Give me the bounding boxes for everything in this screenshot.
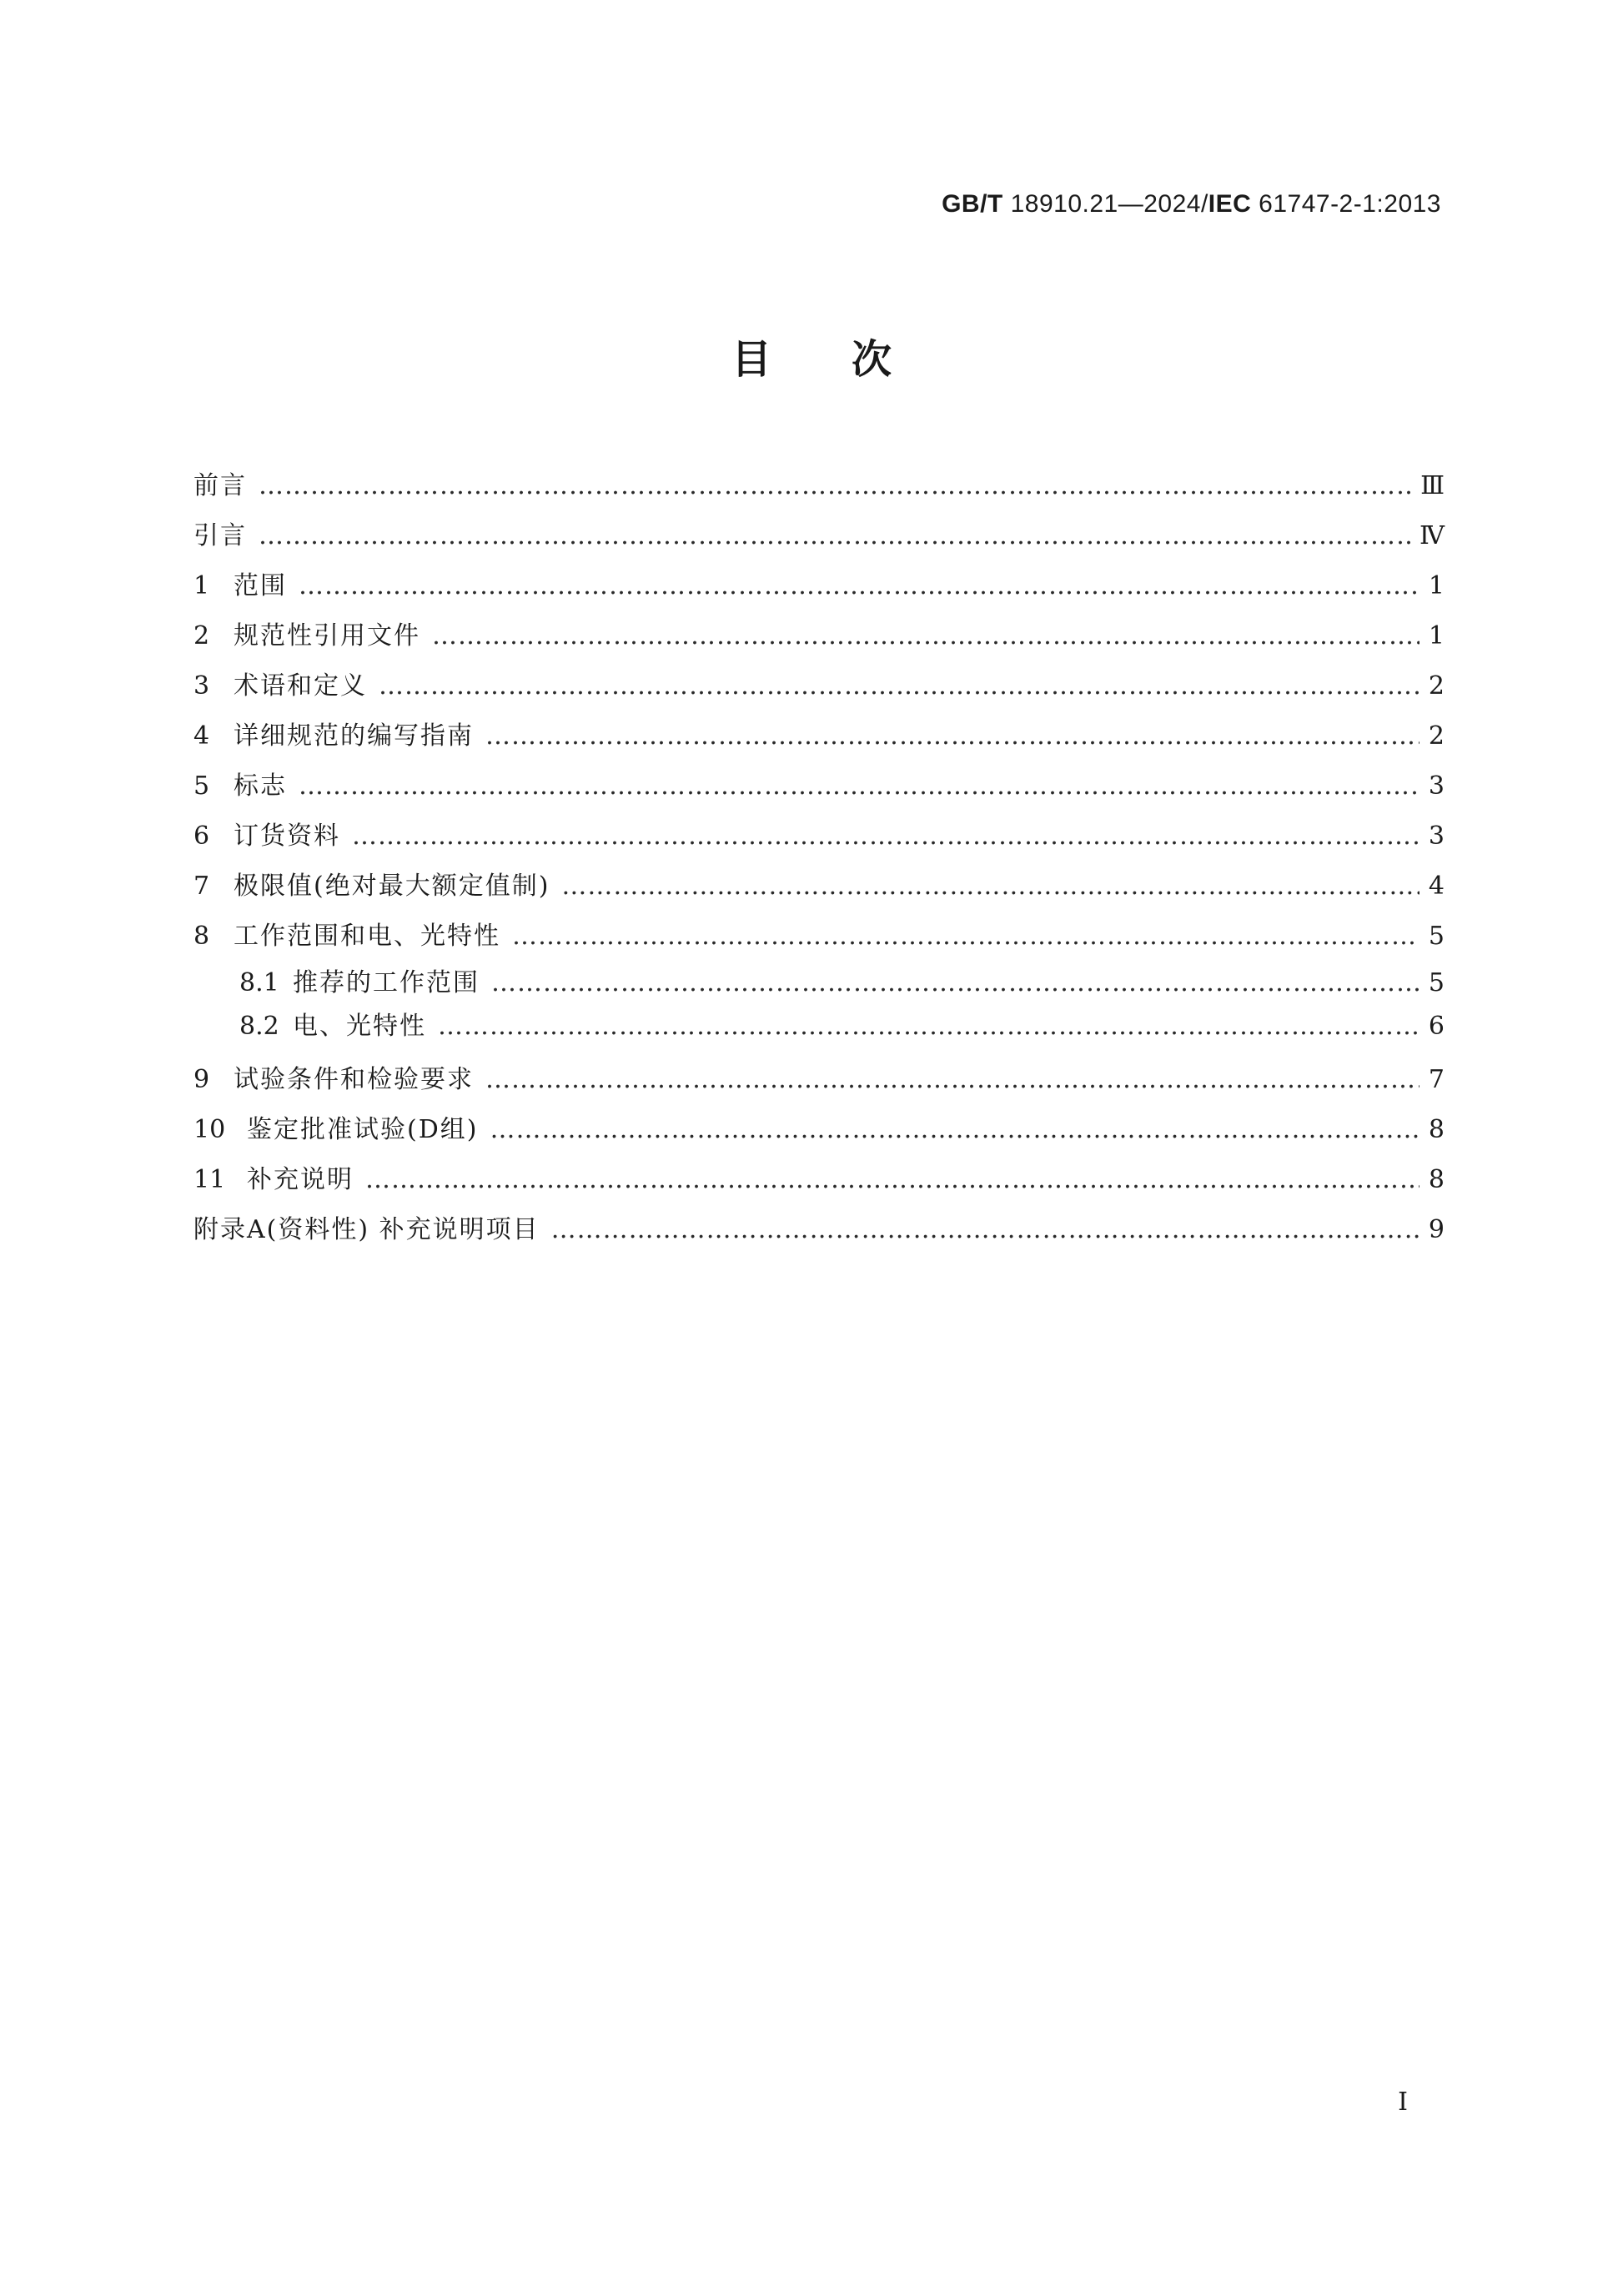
toc-entry-number: 10 bbox=[193, 1115, 226, 1144]
standard-code-iec: IEC bbox=[1208, 190, 1252, 218]
toc-entry-label: 标志 bbox=[234, 771, 287, 801]
toc-entry-label: 极限值(绝对最大额定值制) bbox=[234, 872, 550, 901]
toc-entry-page: Ⅲ bbox=[1420, 471, 1445, 500]
toc-entry-page: 4 bbox=[1428, 872, 1445, 901]
toc-leader-dots bbox=[551, 1205, 1419, 1255]
standard-code-number: 18910.21—2024/ bbox=[1002, 190, 1208, 218]
toc-entry-label: 试验条件和检验要求 bbox=[234, 1065, 474, 1094]
toc-entry-label: 附录A(资料性) 补充说明项目 bbox=[193, 1215, 540, 1244]
toc-entry-3[interactable] bbox=[193, 661, 1445, 711]
toc-entry-number: 7 bbox=[193, 872, 210, 901]
toc-entry-page: 3 bbox=[1428, 771, 1445, 801]
toc-entry-label: 术语和定义 bbox=[234, 671, 367, 701]
toc-leader-dots bbox=[259, 461, 1412, 511]
toc-leader-dots bbox=[491, 962, 1419, 1005]
toc-entry-11[interactable] bbox=[193, 1155, 1445, 1205]
toc-entry-8-1[interactable] bbox=[193, 962, 1445, 1005]
toc-leader-dots bbox=[490, 1105, 1419, 1155]
page-number: I bbox=[1398, 2088, 1408, 2117]
toc-entry-number: 8 bbox=[193, 922, 210, 951]
toc-entry-number: 11 bbox=[193, 1165, 226, 1194]
toc-leader-dots bbox=[485, 711, 1419, 761]
toc-entry-label: 前言 bbox=[193, 471, 247, 500]
toc-entry-page: 1 bbox=[1428, 571, 1445, 600]
toc-title: 目次 bbox=[731, 336, 972, 383]
toc-entry-number: 8.2 bbox=[239, 1012, 279, 1041]
toc-leader-dots bbox=[352, 811, 1419, 862]
toc-entry-page: 2 bbox=[1428, 721, 1445, 751]
toc-entry-introduction[interactable] bbox=[193, 511, 1445, 561]
toc-leader-dots bbox=[379, 661, 1419, 711]
toc-entry-5[interactable] bbox=[193, 761, 1445, 811]
toc-entry-label: 订货资料 bbox=[234, 821, 340, 851]
toc-entry-number: 1 bbox=[193, 571, 210, 600]
toc-entry-page: 8 bbox=[1428, 1165, 1445, 1194]
toc-leader-dots bbox=[561, 862, 1419, 912]
toc-entry-label: 规范性引用文件 bbox=[234, 621, 420, 651]
toc-entry-9[interactable] bbox=[193, 1055, 1445, 1105]
toc-leader-dots bbox=[259, 511, 1411, 561]
toc-entry-annex-a[interactable] bbox=[193, 1205, 1445, 1255]
toc-entry-number: 2 bbox=[193, 621, 210, 651]
standard-code-gbt: GB/T bbox=[942, 190, 1003, 218]
toc-entry-label: 推荐的工作范围 bbox=[293, 968, 480, 997]
toc-entry-foreword[interactable] bbox=[193, 461, 1445, 511]
toc-leader-dots bbox=[512, 912, 1419, 962]
toc-entry-6[interactable] bbox=[193, 811, 1445, 862]
toc-entry-label: 鉴定批准试验(D组) bbox=[247, 1115, 479, 1144]
toc-entry-number: 3 bbox=[193, 671, 210, 701]
toc-entry-label: 补充说明 bbox=[247, 1165, 354, 1194]
toc-entry-page: 7 bbox=[1428, 1065, 1445, 1094]
toc-entry-1[interactable] bbox=[193, 561, 1445, 611]
toc-entry-page: Ⅳ bbox=[1419, 521, 1445, 550]
toc-entry-page: 5 bbox=[1428, 968, 1445, 997]
table-of-contents bbox=[193, 461, 1445, 1255]
toc-leader-dots bbox=[438, 1005, 1419, 1048]
toc-entry-7[interactable] bbox=[193, 862, 1445, 912]
toc-entry-page: 3 bbox=[1428, 821, 1445, 851]
toc-leader-dots bbox=[299, 561, 1419, 611]
toc-entry-4[interactable] bbox=[193, 711, 1445, 761]
toc-entry-8-2[interactable] bbox=[193, 1005, 1445, 1048]
toc-entry-number: 9 bbox=[193, 1065, 210, 1094]
toc-entry-page: 2 bbox=[1428, 671, 1445, 701]
toc-entry-label: 工作范围和电、光特性 bbox=[234, 922, 500, 951]
toc-entry-number: 5 bbox=[193, 771, 210, 801]
toc-entry-page: 6 bbox=[1428, 1012, 1445, 1041]
toc-leader-dots bbox=[299, 761, 1419, 811]
toc-leader-dots bbox=[365, 1155, 1419, 1205]
toc-entry-page: 5 bbox=[1428, 922, 1445, 951]
toc-entry-page: 1 bbox=[1428, 621, 1445, 651]
toc-entry-page: 8 bbox=[1428, 1115, 1445, 1144]
toc-entry-label: 电、光特性 bbox=[293, 1012, 426, 1041]
toc-entry-label: 详细规范的编写指南 bbox=[234, 721, 474, 751]
standard-code-iec-number: 61747-2-1:2013 bbox=[1251, 190, 1441, 218]
toc-entry-2[interactable] bbox=[193, 611, 1445, 661]
toc-leader-dots bbox=[432, 611, 1419, 661]
toc-entry-8[interactable] bbox=[193, 912, 1445, 962]
toc-entry-number: 4 bbox=[193, 721, 210, 751]
toc-entry-number: 6 bbox=[193, 821, 210, 851]
toc-leader-dots bbox=[485, 1055, 1419, 1105]
standard-code-header bbox=[942, 190, 1441, 219]
toc-entry-10[interactable] bbox=[193, 1105, 1445, 1155]
toc-entry-page: 9 bbox=[1428, 1215, 1445, 1244]
toc-entry-label: 引言 bbox=[193, 521, 247, 550]
toc-entry-label: 范围 bbox=[234, 571, 287, 600]
toc-entry-number: 8.1 bbox=[239, 968, 279, 997]
